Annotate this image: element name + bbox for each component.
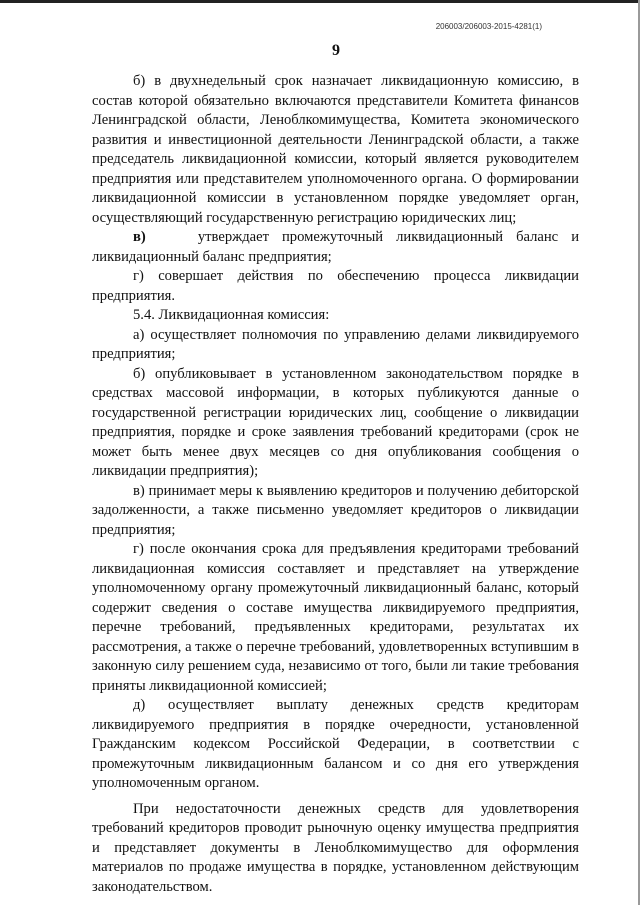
paragraph-v-marker: в) — [133, 229, 146, 245]
paragraph-b-publication: б) опубликовывает в установленном законодательством порядке в средствах массовой информации, в которых публикуются данные о государственной регистрации юридических лиц, сообщение о ликвидации предприятия, порядке и сроке заявления требований кредиторами (срок не может быть менее двух месяцев со дня опубликования сообщения о ликвидации предприятия); — [92, 365, 579, 479]
paragraph-g-interim-balance: г) после окончания срока для предъявления кредиторами требований ликвидационная комиссия составляет и представляет на утверждение уполномоченному органу промежуточный ликвидационный баланс, который содержит сведения о составе имущества ликвидируемого предприятия, перечне требований, предъявленных кредиторами, результатах их рассмотрения, а также о перечне требований, удовлетворенных вступившим в законную силу решением суда, независимо от того, были ли такие требования приняты ликвидационной комиссией; — [92, 541, 579, 694]
section-5-4-heading: 5.4. Ликвидационная комиссия: — [133, 307, 330, 323]
paragraph-b-commission: б) в двухнедельный срок назначает ликвидационную комиссию, в состав которой обязательно включаются представители Комитета финансов Ленинградской области, Леноблкомимущества, Комитета экономического развития и инвестиционной деятельности Ленинградской области, а также председатель ликвидационной комиссии, который является руководителем предприятия или представителем уполномоченного органа. О формировании ликвидационной комиссии в установленном порядке уведомляет орган, осуществляющий государственную регистрацию юридических лиц; — [92, 73, 579, 226]
document-id: 206003/206003-2015-4281(1) — [435, 22, 542, 31]
paragraph-insufficient-funds: При недостаточности денежных средств для удовлетворения требований кредиторов проводит рыночную оценку имущества предприятия и представляет документы в Леноблкомимущество для оформления материалов по продаже имущества в порядке, установленном действующим законодательством. — [92, 800, 579, 895]
page-number: 9 — [332, 42, 340, 59]
paragraph-g-actions: г) совершает действия по обеспечению процесса ликвидации предприятия. — [92, 268, 579, 304]
paragraph-v-text: утверждает промежуточный ликвидационный баланс и ликвидационный баланс предприятия; — [92, 229, 579, 265]
top-border-line — [0, 0, 640, 3]
paragraph-v-creditors: в) принимает меры к выявлению кредиторов и получению дебиторской задолженности, а также письменно уведомляет кредиторов о ликвидации предприятия; — [92, 482, 579, 538]
paragraph-d-payments: д) осуществляет выплату денежных средств кредиторам ликвидируемого предприятия в порядке очередности, установленной Гражданским кодексом Российской Федерации, в соответствии с промежуточным ликвидационным балансом и со дня его утверждения уполномоченным органом. — [92, 697, 579, 791]
paragraph-v-balance — [92, 228, 579, 267]
paragraph-a-powers: а) осуществляет полномочия по управлению делами ликвидируемого предприятия; — [92, 326, 579, 362]
document-body — [92, 72, 579, 897]
